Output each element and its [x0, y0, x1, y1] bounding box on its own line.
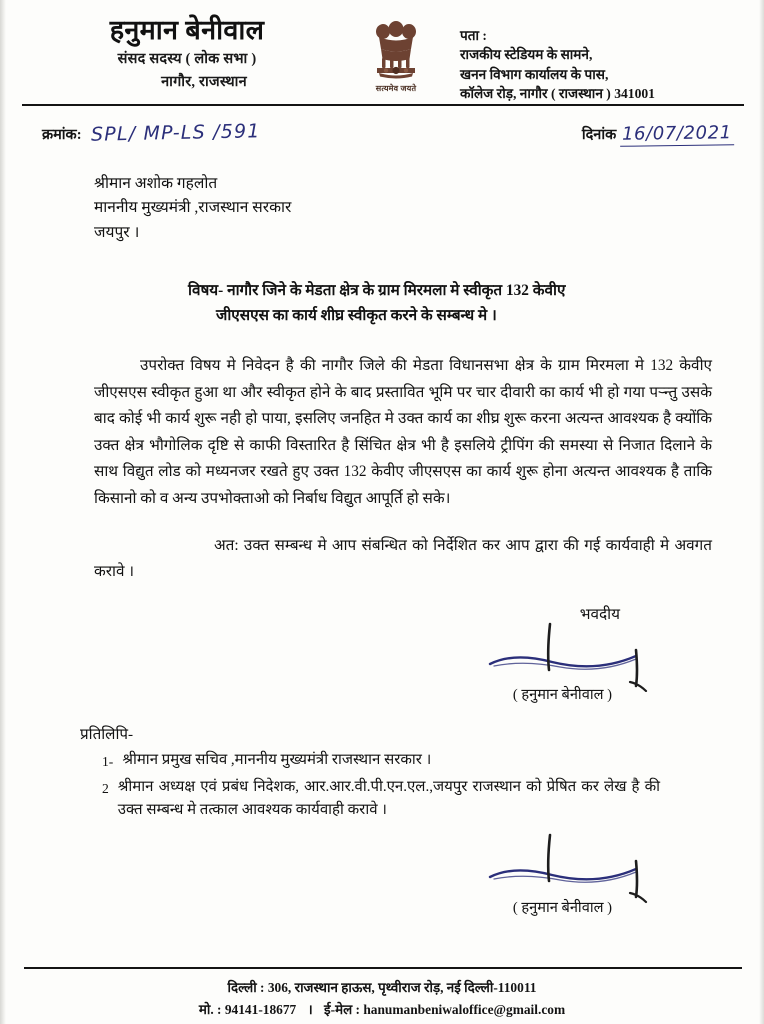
footer-email: hanumanbeniwaloffice@gmail.com — [363, 1001, 566, 1017]
letterhead-identity — [28, 16, 332, 91]
date-label: दिनांक — [581, 127, 617, 143]
copy-item-text: श्रीमान प्रमुख सचिव ,माननीय मुख्यमंत्री राजस्थान सरकार । — [122, 751, 432, 768]
footer-contact-line — [0, 999, 764, 1020]
addressee-line-1: श्रीमान अशोक गहलोत — [94, 175, 218, 192]
closing-salutation: भवदीय — [579, 605, 620, 623]
copy-item-number: 1- — [102, 753, 114, 769]
addressee-block — [40, 172, 730, 245]
addressee-line-3: जयपुर । — [94, 223, 140, 241]
mp-name: हनुमान बेनीवाल — [109, 15, 265, 45]
office-address — [460, 16, 738, 103]
letter-body — [0, 172, 764, 929]
footer-contact — [0, 969, 764, 1020]
reference-value: SPL/ MP-LS /591 — [90, 120, 261, 146]
address-label: पता : — [460, 28, 487, 43]
copy-to-item — [80, 776, 730, 823]
address-line-2: खनन विभाग कार्यालय के पास, — [460, 66, 609, 82]
handwritten-signature-2 — [480, 833, 670, 905]
reference-date-row — [0, 106, 764, 150]
emblem-motto: सत्यमेव जयते — [375, 84, 417, 93]
mp-constituency: नागौर, राजस्थान — [161, 74, 247, 91]
address-line-3: कॉलेज रोड़, नागौर ( राजस्थान ) 341001 — [460, 85, 655, 101]
copy-to-item — [80, 749, 730, 772]
copy-item-number: 2 — [102, 781, 109, 797]
footer-delhi-address: दिल्ली : 306, राजस्थान हाऊस, पृथ्वीराज रोड़, नई दिल्ली-110011 — [227, 980, 537, 996]
body-paragraph-2: अत: उक्त सम्बन्ध मे आप संबन्धित को निर्देशित कर आप द्वारा की गई कार्यवाही मे अवगत करावे । — [94, 536, 712, 581]
letterhead — [0, 0, 764, 104]
signature-block-secondary — [40, 839, 730, 929]
addressee-line-2: माननीय मुख्यमंत्री ,राजस्थान सरकार — [94, 199, 292, 217]
subject-line-1: विषय- नागौर जिने के मेडता क्षेत्र के ग्राम मिरमला मे स्वीकृत 132 केवीए — [188, 282, 566, 300]
address-line-1: राजकीय स्टेडियम के सामने, — [460, 47, 593, 63]
copy-to-section — [40, 724, 730, 823]
ashoka-lion-capital-icon — [367, 18, 425, 82]
subject-line-2: जीएसएस का कार्य शीघ्र स्वीकृत करने के सम्बन्ध मे । — [216, 307, 497, 325]
subject-line — [40, 279, 730, 329]
national-emblem — [353, 16, 439, 94]
reference-label: क्रमांक: — [42, 127, 82, 143]
copy-to-heading: प्रतिलिपि- — [80, 725, 134, 743]
footer-separator: । — [307, 1001, 313, 1017]
copy-to-list — [80, 749, 730, 823]
signature-area — [40, 626, 676, 688]
date-value: 16/07/2021 — [620, 122, 734, 147]
signature-area-2 — [40, 839, 676, 901]
signatory-name: ( हनुमान बेनीवाल ) — [512, 686, 612, 703]
signatory-name-2: ( हनुमान बेनीवाल ) — [512, 899, 612, 916]
copy-item-text: श्रीमान अध्यक्ष एवं प्रबंध निदेशक, आर.आर.वी.पी.एन.एल.,जयपुर राजस्थान को प्रेषित कर लेख है की उक्त सम्बन्ध मे तत्काल आवश्यक कार्यवाही करावे । — [117, 779, 660, 819]
letter-date — [582, 123, 742, 146]
mp-designation: संसद सदस्य ( लोक सभा ) — [117, 51, 257, 68]
footer-mobile: मो. : 94141-18677 — [198, 1001, 297, 1017]
body-paragraph-1: उपरोक्त विषय मे निवेदन है की नागौर जिले की मेडता विधानसभा क्षेत्र के ग्राम मिरमला मे 132 केवीए जीएसएस स्वीकृत हुआ था और स्वीकृत होने के बाद प्रस्तावित भूमि पर चार दीवारी का कार्य भी हो गया पऱ्न्तु उसके बाद कोई भी कार्य शुरू नही हो पाया, इसलिए जनहित मे उक्त कार्य का शीघ्र शुरू करना अत्यन्त आवश्यक है क्योंकि उक्त क्षेत्र भौगोलिक दृष्टि से काफी विस्तारित है सिंचित क्षेत्र भी है इसलिये ट्रीपिंग की समस्या से निजात दिलाने के साथ विद्युत लोड को मध्यनजर रखते हुए उक्त 132 केवीए जीएसएस का कार्य शुरू होना अत्यन्त आवश्यक है ताकि किसानो को व अन्य उपभोक्ताओ को निर्बाध विद्युत आपूर्ति हो सके। — [94, 356, 712, 508]
footer — [0, 967, 764, 1020]
reference-number — [42, 122, 260, 144]
footer-email-label: ई-मेल : — [324, 1001, 360, 1017]
signature-block-primary — [40, 604, 730, 708]
handwritten-signature — [480, 620, 670, 692]
